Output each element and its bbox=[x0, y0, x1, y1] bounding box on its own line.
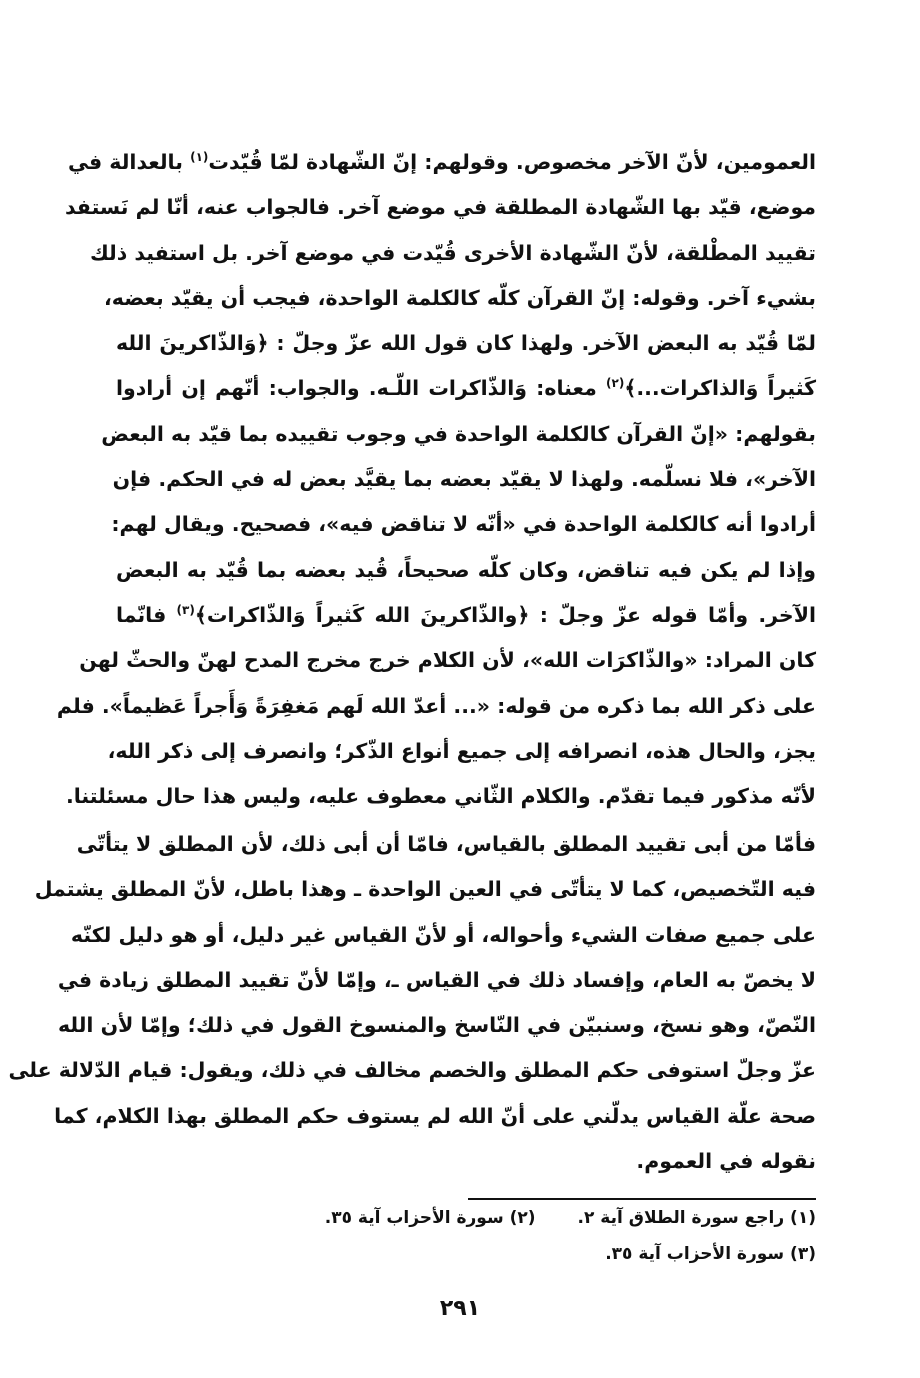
text-line: كَثيراً وَالذاكرات...﴾$^{(٢)}$ معناه: وَالذّاكرات اللّـه. والجواب: أنّهم إن أرادوا bbox=[116, 376, 816, 401]
text-line: أرادوا أنه كالكلمة الواحدة في «أنّه لا تناقض فيه»، فصحيح. ويقال لهم: bbox=[111, 512, 816, 537]
text-line: لمّا قُيّد به البعض الآخر. ولهذا كان قول الله عزّ وجلّ : ﴿وَالذّاكرينَ الله bbox=[116, 331, 816, 356]
footnote-marker-2: (٢) bbox=[606, 376, 625, 391]
footnote-row bbox=[325, 1208, 816, 1228]
text-line: صحة علّة القياس يدلّني على أنّ الله لم يستوف حكم المطلق بهذا الكلام، كما bbox=[54, 1103, 816, 1128]
text-line: وإذا لم يكن فيه تناقض، وكان كلّه صحيحاً، قُيد بعضه بما قُيّد به البعض bbox=[116, 557, 816, 582]
text-line: يجز، والحال هذه، انصرافه إلى جميع أنواع الذّكر؛ وانصرف إلى ذكر الله، bbox=[107, 738, 816, 763]
text-line: بشيء آخر. وقوله: إنّ القرآن كلّه كالكلمة الواحدة، فيجب أن يقيّد بعضه، bbox=[103, 285, 816, 310]
text-line: فيه التّخصيص، كما لا يتأتّى في العين الواحدة ـ وهذا باطل، لأنّ المطلق يشتمل bbox=[34, 877, 816, 902]
text-line: لا يخصّ به العام، وإفساد ذلك في القياس ـ، وإمّا لأنّ تقييد المطلق زيادة في bbox=[57, 967, 816, 992]
text-line: عزّ وجلّ استوفى حكم المطلق والخصم مخالف في ذلك، ويقول: قيام الدّلالة على bbox=[8, 1058, 816, 1083]
paragraph-1 bbox=[56, 140, 817, 819]
footnote-3: (٣) سورة الأحزاب آية ٣٥. bbox=[605, 1244, 816, 1264]
paragraph-2 bbox=[8, 822, 816, 1184]
footnote-marker-1: (١) bbox=[190, 150, 209, 165]
text-line: العمومين، لأنّ الآخر مخصوص. وقولهم: إنّ الشّهادة لمّا قُيّدت$^{(١)}$ بالعدالة في bbox=[67, 150, 816, 174]
text-line: بقولهم: «إنّ القرآن كالكلمة الواحدة في وجوب تقييده بما قيّد به البعض bbox=[101, 421, 816, 446]
text-line: نقوله في العموم. bbox=[636, 1149, 816, 1174]
footnote-1: (١) راجع سورة الطلاق آية ٢. bbox=[577, 1208, 816, 1228]
text-line: كان المراد: «والذّاكرَات الله»، لأن الكلام خرج مخرج المدح لهنّ والحثّ لهن bbox=[79, 648, 816, 673]
text-line: على ذكر الله بما ذكره من قوله: «... أعدّ الله لَهم مَغفِرَةً وَأَجراً عَظيماً». فلم bbox=[56, 693, 816, 718]
text-line: على جميع صفات الشيء وأحواله، أو لأنّ القياس غير دليل، أو هو دليل لكنّه bbox=[70, 922, 816, 947]
text-line: الآخر»، فلا نسلّمه. ولهذا لا يقيّد بعضه بما يقيَّد بعض له في الحكم. فإن bbox=[112, 467, 816, 492]
text-line: لأنّه مذكور فيما تقدّم. والكلام الثّاني معطوف عليه، وليس هذا حال مسئلتنا. bbox=[65, 784, 816, 809]
text-line: النّصّ، وهو نسخ، وسنبيّن في النّاسخ والمنسوخ القول في ذلك؛ وإمّا لأن الله bbox=[57, 1013, 816, 1038]
text-line: تقييد المطْلقة، لأنّ الشّهادة الأخرى قُيّدت في موضع آخر. بل استفيد ذلك bbox=[89, 240, 816, 265]
text-line: فأمّا من أبى تقييد المطلق بالقياس، فامّا أن أبى ذلك، لأن المطلق لا يتأتّى bbox=[76, 832, 816, 856]
footnote-row bbox=[605, 1244, 816, 1264]
text-line: موضع، قيّد بها الشّهادة المطلقة في موضع آخر. فالجواب عنه، أنّا لم نَستفد bbox=[64, 195, 816, 220]
page-number: ٢٩١ bbox=[439, 1296, 481, 1321]
footnote-2: (٢) سورة الأحزاب آية ٣٥. bbox=[324, 1208, 536, 1228]
footnote-separator bbox=[468, 1198, 816, 1200]
text-line: الآخر. وأمّا قوله عزّ وجلّ : ﴿والذّاكرينَ الله كَثيراً وَالذّاكرات﴾$^{(٣)}$ فانّما bbox=[116, 602, 817, 627]
footnote-marker-3: (٣) bbox=[176, 603, 195, 618]
